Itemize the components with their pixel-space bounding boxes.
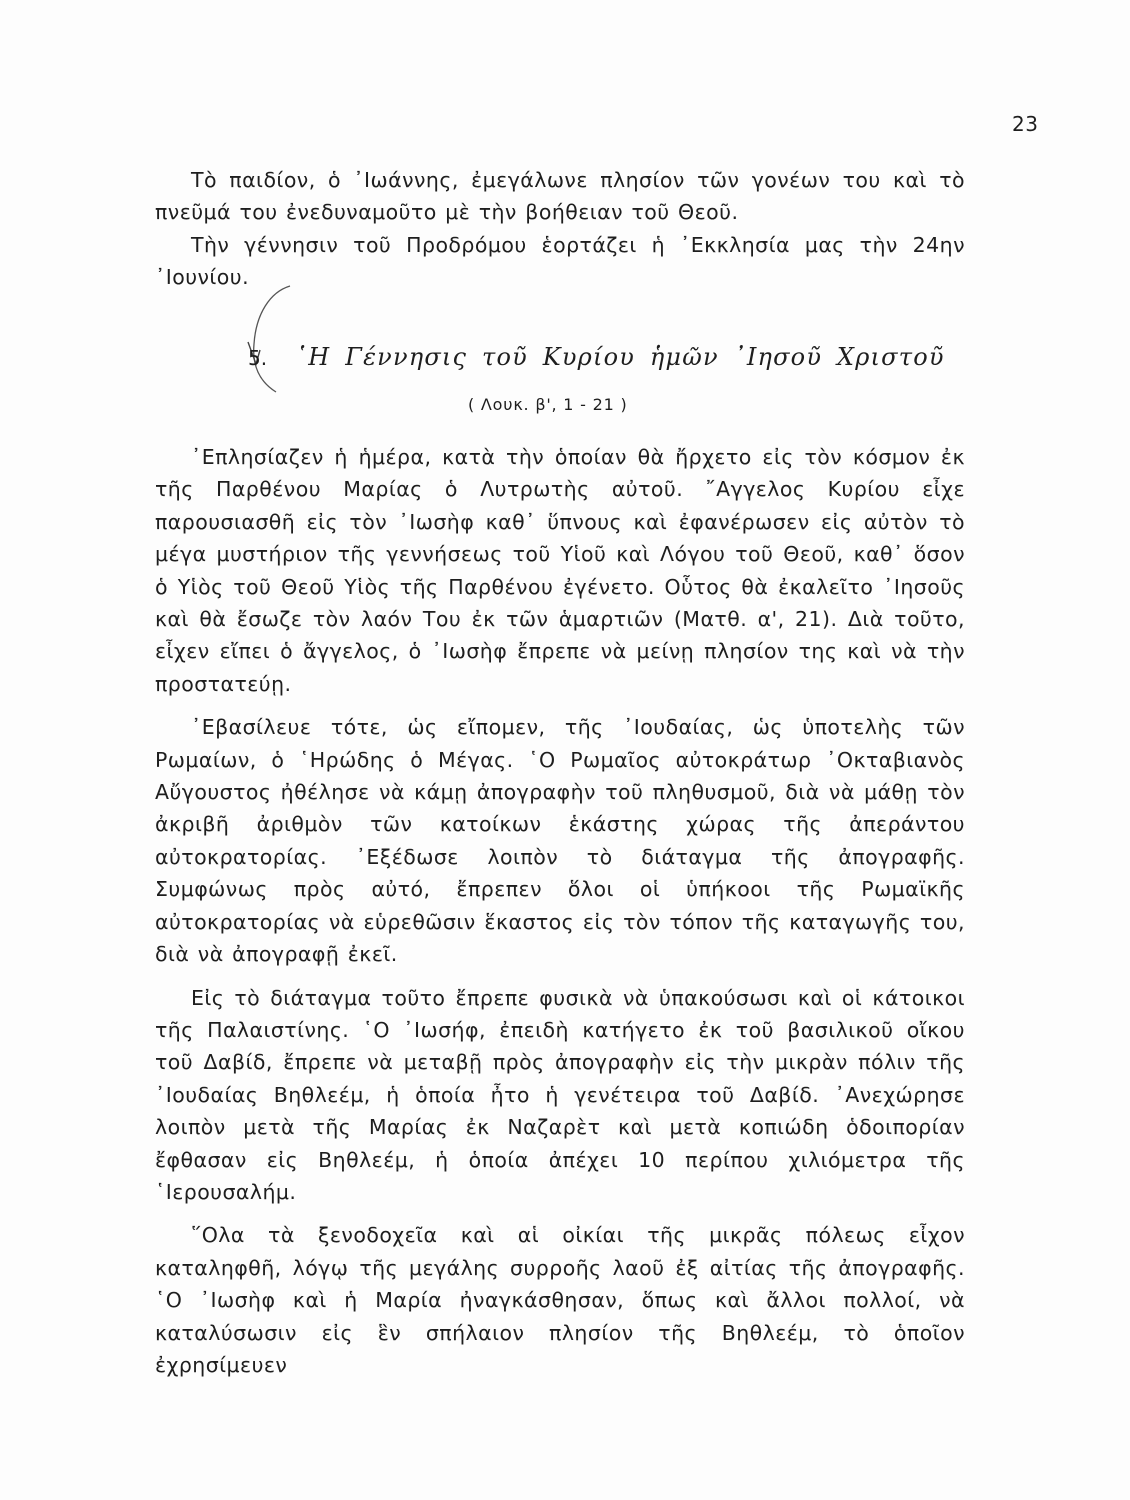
page-number: 23: [1012, 112, 1039, 136]
paragraph: Τὸ παιδίον, ὁ ᾿Ιωάννης, ἐμεγάλωνε πλησίον τῶν γονέων του καὶ τὸ πνεῦμά του ἐνεδυναμοῦτο μὲ τὴν βοήθειαν τοῦ Θεοῦ.: [155, 168, 965, 225]
section-number: 5.: [248, 346, 268, 370]
section-body: [155, 441, 965, 1381]
paragraph: Εἰς τὸ διάταγμα τοῦτο ἔπρεπε φυσικὰ νὰ ὑπακούσωσι καὶ οἱ κάτοικοι τῆς Παλαιστίνης. ῾Ο ᾿Ιωσήφ, ἐπειδὴ κατήγετο ἐκ τοῦ βασιλικοῦ οἴκου τοῦ Δαβίδ, ἔπρεπε νὰ μεταβῇ πρὸς ἀπογραφὴν εἰς τὴν μικρὰν πόλιν τῆς ᾿Ιουδαίας Βηθλεέμ, ἡ ὁποία ἦτο ἡ γενέτειρα τοῦ Δαβίδ. ᾿Ανεχώρησε λοιπὸν μετὰ τῆς Μαρίας ἐκ Ναζαρὲτ καὶ μετὰ κοπιώδη ὁδοιπορίαν ἔφθασαν εἰς Βηθλεέμ, ἡ ὁποία ἀπέχει 10 περίπου χιλιόμετρα τῆς ῾Ιερουσαλήμ.: [155, 985, 965, 1204]
paragraph: ᾿Επλησίαζεν ἡ ἡμέρα, κατὰ τὴν ὁποίαν θὰ ἤρχετο εἰς τὸν κόσμον ἐκ τῆς Παρθένου Μαρίας ὁ Λυτρωτὴς αὐτοῦ. ῎Αγγελος Κυρίου εἶχε παρουσιασθῆ εἰς τὸν ᾿Ιωσὴφ καθ᾿ ὕπνους καὶ ἐφανέρωσεν εἰς αὐτὸν τὸ μέγα μυστήριον τῆς γεννήσεως τοῦ Υἱοῦ καὶ Λόγου τοῦ Θεοῦ, καθ᾿ ὅσον ὁ Υἱὸς τοῦ Θεοῦ Υἱὸς τῆς Παρθένου ἐγένετο. Οὗτος θὰ ἐκαλεῖτο ᾿Ιησοῦς καὶ θὰ ἔσωζε τὸν λαόν Του ἐκ τῶν ἁμαρτιῶν (Ματθ. α', 21). Διὰ τοῦτο, εἶχεν εἴπει ὁ ἄγγελος, ὁ ᾿Ιωσὴφ ἔπρεπε νὰ μείνῃ πλησίον της καὶ νὰ τὴν προστατεύῃ.: [155, 445, 965, 696]
paragraph: ᾿Εβασίλευε τότε, ὡς εἴπομεν, τῆς ᾿Ιουδαίας, ὡς ὑποτελὴς τῶν Ρωμαίων, ὁ ῾Ηρώδης ὁ Μέγας. ῾Ο Ρωμαῖος αὐτοκράτωρ ᾿Οκταβιανὸς Αὔγουστος ἠθέλησε νὰ κάμῃ ἀπογραφὴν τοῦ πληθυσμοῦ, διὰ νὰ μάθῃ τὸν ἀκριβῆ ἀριθμὸν τῶν κατοίκων ἑκάστης χώρας τῆς ἀπεράντου αὐτοκρατορίας. ᾿Εξέδωσε λοιπὸν τὸ διάταγμα τῆς ἀπογραφῆς. Συμφώνως πρὸς αὐτό, ἔπρεπεν ὅλοι οἱ ὑπήκοοι τῆς Ρωμαϊκῆς αὐτοκρατορίας νὰ εὑρεθῶσιν ἕκαστος εἰς τὸν τόπον τῆς καταγωγῆς του, διὰ νὰ ἀπογραφῇ ἐκεῖ.: [155, 715, 965, 967]
section-title: [248, 343, 945, 371]
paragraph: Τὴν γέννησιν τοῦ Προδρόμου ἑορτάζει ἡ ᾿Εκκλησία μας τὴν 24ην ᾿Ιουνίου.: [155, 232, 965, 290]
intro-text: [155, 164, 965, 294]
paragraph: ῞Ολα τὰ ξενοδοχεῖα καὶ αἱ οἰκίαι τῆς μικρᾶς πόλεως εἶχον καταληφθῆ, λόγῳ τῆς μεγάλης συρροῆς λαοῦ ἐξ αἰτίας τῆς ἀπογραφῆς. ῾Ο ᾿Ιωσὴφ καὶ ἡ Μαρία ἠναγκάσθησαν, ὅπως καὶ ἄλλοι πολλοί, νὰ καταλύσωσιν εἰς ἓν σπήλαιον πλησίον τῆς Βηθλεέμ, τὸ ὁποῖον ἐχρησίμευεν: [155, 1223, 965, 1377]
section-title-text: ῾Η Γέννησις τοῦ Κυρίου ἡμῶν ᾿Ιησοῦ Χριστοῦ: [295, 343, 945, 371]
section-reference: ( Λουκ. β', 1 - 21 ): [468, 395, 628, 414]
